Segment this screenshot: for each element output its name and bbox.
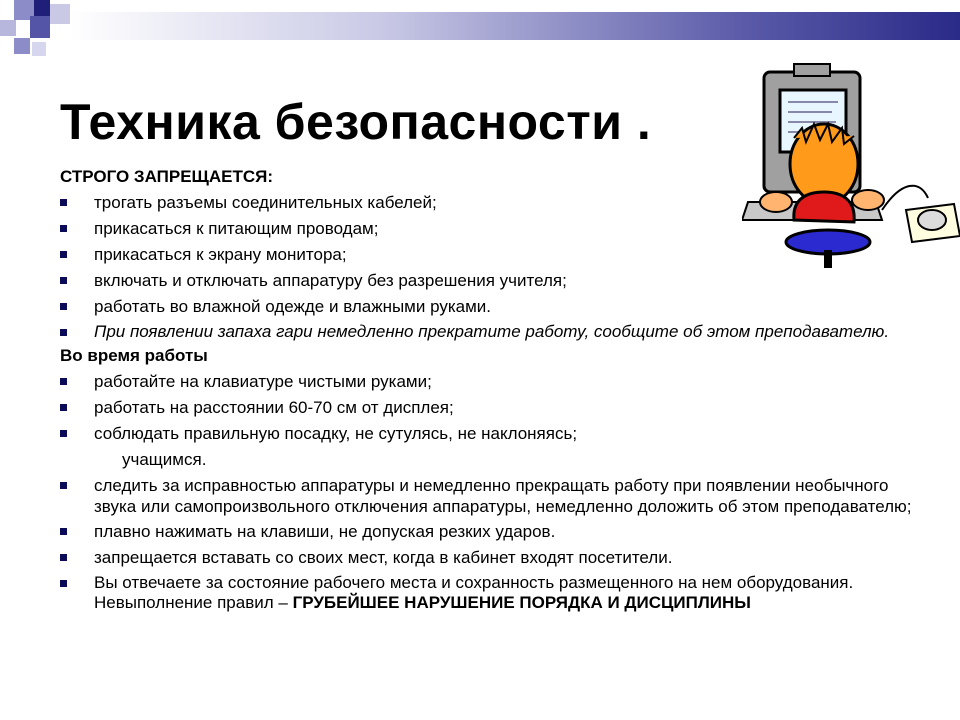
section-heading-during-work: Во время работы xyxy=(60,346,208,365)
bullet-square-icon xyxy=(60,329,67,336)
list-item: работать во влажной одежде и влажными руками. xyxy=(60,296,930,318)
list-item: прикасаться к питающим проводам; xyxy=(60,218,930,240)
bullet-square-icon xyxy=(60,199,67,206)
list-item: работать на расстоянии 60-70 см от дисплея; xyxy=(60,397,930,419)
section-heading-forbidden: СТРОГО ЗАПРЕЩАЕТСЯ: xyxy=(60,167,274,186)
bullet-square-icon xyxy=(60,225,67,232)
bullet-square-icon xyxy=(60,378,67,385)
list-item: запрещается вставать со своих мест, когда в кабинет входят посетители. xyxy=(60,547,930,569)
list-item: Вы отвечаете за состояние рабочего места и сохранность размещенного на нем оборудования. Невыполнение правил – ГРУБЕЙШЕЕ НАРУШЕНИЕ ПОРЯДКА И ДИСЦИПЛИНЫ xyxy=(60,573,930,613)
bullet-square-icon xyxy=(60,554,67,561)
list-item: включать и отключать аппаратуру без разрешения учителя; xyxy=(60,270,930,292)
list-item: соблюдать правильную посадку, не сутулясь, не наклоняясь; xyxy=(60,423,930,445)
list-item-continuation: учащимся. xyxy=(122,450,207,469)
list-item: следить за исправностью аппаратуры и немедленно прекращать работу при появлении необычного звука или самопроизвольного отключения аппаратуры, немедленно доложить об этом преподавателю; xyxy=(60,475,930,517)
violation-emphasis: ГРУБЕЙШЕЕ НАРУШЕНИЕ ПОРЯДКА И ДИСЦИПЛИНЫ xyxy=(292,593,751,612)
rules-content xyxy=(60,166,930,617)
list-item: работайте на клавиатуре чистыми руками; xyxy=(60,371,930,393)
list-item: При появлении запаха гари немедленно прекратите работу, сообщите об этом преподавателю. xyxy=(60,322,930,341)
header-gradient-bar xyxy=(70,12,960,40)
bullet-square-icon xyxy=(60,482,67,489)
page-title: Техника безопасности . xyxy=(60,94,652,150)
bullet-square-icon xyxy=(60,277,67,284)
list-item: плавно нажимать на клавиши, не допуская резких ударов. xyxy=(60,521,930,543)
bullet-square-icon xyxy=(60,528,67,535)
bullet-square-icon xyxy=(60,251,67,258)
bullet-square-icon xyxy=(60,404,67,411)
list-item: трогать разъемы соединительных кабелей; xyxy=(60,192,930,214)
bullet-square-icon xyxy=(60,430,67,437)
bullet-square-icon xyxy=(60,303,67,310)
list-item: прикасаться к экрану монитора; xyxy=(60,244,930,266)
bullet-square-icon xyxy=(60,580,67,587)
